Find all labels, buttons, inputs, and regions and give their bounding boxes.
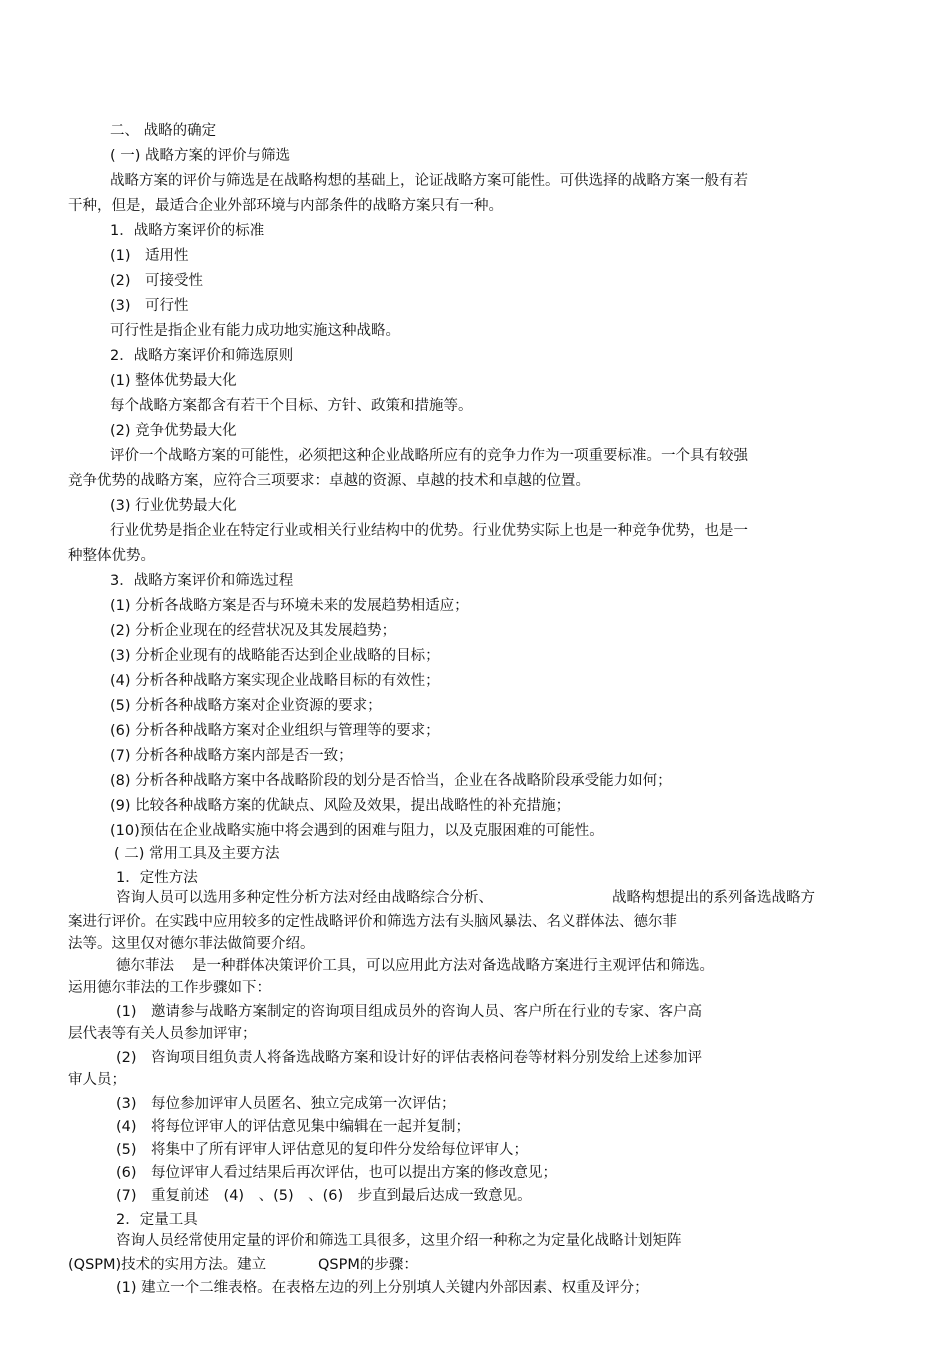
paragraph-line: 法等。这里仅对德尔菲法做简要介绍。 <box>68 936 315 952</box>
paragraph-line: 种整体优势。 <box>68 548 155 564</box>
list-item: (2) 咨询项目组负责人将备选战略方案和设计好的评估表格问卷等材料分别发给上述参加评 <box>116 1050 703 1066</box>
item-heading: 3．战略方案评价和筛选过程 <box>110 573 294 589</box>
term-label: 德尔菲法 <box>116 958 174 974</box>
list-item: (9) 比较各种战略方案的优缺点、风险及效果，提出战略性的补充措施； <box>110 798 571 814</box>
paragraph-line: QSPM的步骤： <box>318 1257 418 1273</box>
list-item: (5) 将集中了所有评审人评估意见的复印件分发给每位评审人； <box>116 1142 529 1158</box>
list-item: (7) 重复前述 (4) 、(5) 、(6) 步直到最后达成一致意见。 <box>116 1188 532 1204</box>
list-item: (3) 可行性 <box>110 298 189 314</box>
subsection-heading: ( 一) 战略方案的评价与筛选 <box>110 148 291 164</box>
list-item: (8) 分析各种战略方案中各战略阶段的划分是否恰当，企业在各战略阶段承受能力如何； <box>110 773 672 789</box>
paragraph-line: 可行性是指企业有能力成功地实施这种战略。 <box>110 323 400 339</box>
item-heading: 2．定量工具 <box>116 1212 198 1228</box>
list-item: (1) 邀请参与战略方案制定的咨询项目组成员外的咨询人员、客户所在行业的专家、客户高 <box>116 1004 703 1020</box>
paragraph-line: 咨询人员可以选用多种定性分析方法对经由战略综合分析、 <box>116 890 493 906</box>
item-heading: 2．战略方案评价和筛选原则 <box>110 348 294 364</box>
list-item: (1) 建立一个二维表格。在表格左边的列上分别填人关键内外部因素、权重及评分； <box>116 1280 649 1296</box>
paragraph-line: 是一种群体决策评价工具，可以应用此方法对备选战略方案进行主观评估和筛选。 <box>192 958 714 974</box>
item-heading: 1．战略方案评价的标准 <box>110 223 265 239</box>
section-heading: 二、 战略的确定 <box>110 123 217 139</box>
paragraph-line: 战略方案的评价与筛选是在战略构想的基础上，论证战略方案可能性。可供选择的战略方案一般有若 <box>110 173 748 189</box>
paragraph-line: 每个战略方案都含有若干个目标、方针、政策和措施等。 <box>110 398 473 414</box>
list-item: (4) 分析各种战略方案实现企业战略目标的有效性； <box>110 673 440 689</box>
paragraph-line: 评价一个战略方案的可能性，必须把这种企业战略所应有的竞争力作为一项重要标准。一个具有较强 <box>110 448 748 464</box>
list-item: (5) 分析各种战略方案对企业资源的要求； <box>110 698 382 714</box>
paragraph-line: 运用德尔菲法的工作步骤如下： <box>68 980 271 996</box>
paragraph-line: (QSPM)技术的实用方法。建立 <box>68 1257 267 1273</box>
paragraph-line: 咨询人员经常使用定量的评价和筛选工具很多，这里介绍一种称之为定量化战略计划矩阵 <box>116 1233 682 1249</box>
list-item: (10)预估在企业战略实施中将会遇到的困难与阻力，以及克服困难的可能性。 <box>110 823 604 839</box>
paragraph-line: 审人员； <box>68 1072 126 1088</box>
list-item: (1) 整体优势最大化 <box>110 373 237 389</box>
list-item: (3) 分析企业现有的战略能否达到企业战略的目标； <box>110 648 440 664</box>
list-item: (1) 适用性 <box>110 248 189 264</box>
paragraph-line: 战略构想提出的系列备选战略方 <box>612 890 815 906</box>
list-item: (7) 分析各种战略方案内部是否一致； <box>110 748 353 764</box>
paragraph-line: 竞争优势的战略方案，应符合三项要求：卓越的资源、卓越的技术和卓越的位置。 <box>68 473 590 489</box>
item-heading: 1．定性方法 <box>116 870 198 886</box>
list-item: (2) 分析企业现在的经营状况及其发展趋势； <box>110 623 397 639</box>
list-item: (2) 可接受性 <box>110 273 204 289</box>
paragraph-line: 案进行评价。在实践中应用较多的定性战略评价和筛选方法有头脑风暴法、名义群体法、德尔菲 <box>68 914 677 930</box>
list-item: (6) 每位评审人看过结果后再次评估，也可以提出方案的修改意见； <box>116 1165 558 1181</box>
subsection-heading: ( 二) 常用工具及主要方法 <box>114 846 280 862</box>
list-item: (3) 每位参加评审人员匿名、独立完成第一次评估； <box>116 1096 456 1112</box>
list-item: (4) 将每位评审人的评估意见集中编辑在一起并复制； <box>116 1119 471 1135</box>
list-item: (3) 行业优势最大化 <box>110 498 237 514</box>
list-item: (6) 分析各种战略方案对企业组织与管理等的要求； <box>110 723 440 739</box>
paragraph-line: 行业优势是指企业在特定行业或相关行业结构中的优势。行业优势实际上也是一种竞争优势，也是一 <box>110 523 748 539</box>
list-item: (2) 竞争优势最大化 <box>110 423 237 439</box>
paragraph-line: 层代表等有关人员参加评审； <box>68 1026 257 1042</box>
list-item: (1) 分析各战略方案是否与环境未来的发展趋势相适应； <box>110 598 469 614</box>
paragraph-line: 干种，但是，最适合企业外部环境与内部条件的战略方案只有一种。 <box>68 198 503 214</box>
